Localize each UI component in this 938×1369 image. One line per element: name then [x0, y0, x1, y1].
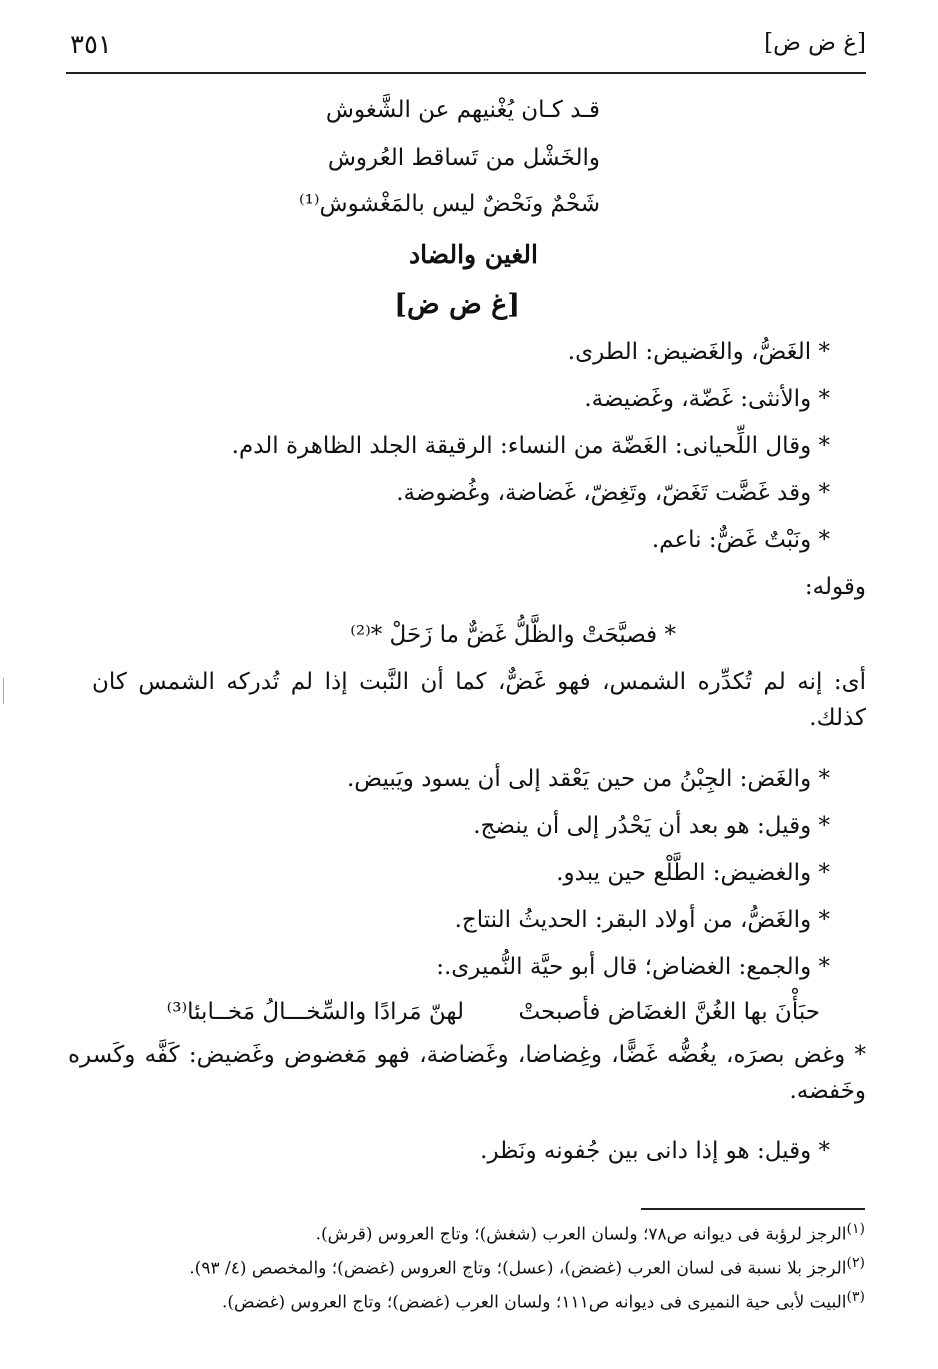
entry-paragraph: * وغض بصرَه، يغُضُّه غَضًّا، وغِضاضا، وغَضاضة، فهو مَغضوض وغَضيض: كَفَّه وكَسره وخَفضه. — [68, 1042, 866, 1104]
entry-line: * والأنثى: غَضّة، وغَضيضة. — [584, 386, 830, 412]
footnote — [222, 1286, 865, 1314]
footnote-mark: (٢) — [846, 1255, 865, 1271]
couplet-first-hemistich: حبَأْنَ بها الغُنَّ الغضَاض فأصبحتْ — [518, 999, 820, 1025]
verse-line: والخَشْل من تَساقط العُروش — [327, 145, 600, 171]
footnote-mark: (٣) — [846, 1289, 865, 1305]
entry-line: * وقال اللِّحيانى: الغَضّة من النساء: الرقيقة الجلد الظاهرة الدم. — [231, 433, 830, 459]
entry-line: وقوله: — [804, 574, 866, 600]
entry-line: * والغضيض: الطَّلْع حين يبدو. — [556, 860, 830, 886]
scan-margin-mark — [3, 678, 10, 704]
footnote-mark: (١) — [846, 1221, 865, 1237]
entry-line: * وقيل: هو إذا دانى بين جُفونه ونَظر. — [480, 1138, 830, 1164]
footnote-divider — [641, 1208, 865, 1210]
couplet-second-hemistich: لهنّ مَرادًا والسِّخـــالُ مَخــابئا⁽³⁾ — [166, 999, 464, 1025]
verse-line: قـد كـان يُغْنيهم عن الشَّغوش — [325, 97, 600, 123]
entry-line: * وقيل: هو بعد أن يَحْدُر إلى أن ينضج. — [473, 813, 830, 839]
page-header — [66, 30, 866, 74]
verse-line: شَحْمٌ ونَحْضٌ ليس بالمَغْشوش⁽¹⁾ — [299, 191, 600, 217]
footnote — [189, 1252, 865, 1280]
footnote — [316, 1218, 865, 1246]
entry-line: * والغَض: الجِبْنُ من حين يَعْقد إلى أن يسود ويَبيض. — [347, 766, 830, 792]
entry-line: * الغَضُّ، والغَضيض: الطرى. — [567, 339, 830, 365]
explanation-paragraph: أى: إنه لم تُكدِّره الشمس، فهو غَضٌّ، كما أن النَّبت إذا لم تُدركه الشمس كان كذلك. — [92, 669, 866, 731]
entry-line: * والجمع: الغضاض؛ قال أبو حيَّة النُّميرى.: — [436, 954, 830, 980]
footnote-text: البيت لأبى حية النميرى فى ديوانه ص١١١؛ ولسان العرب (غضض)؛ وتاج العروس (غضض). — [221, 1292, 847, 1313]
footnote-text: الرجز بلا نسبة فى لسان العرب (غضض)، (عسل)؛ وتاج العروس (غضض)؛ والمخصص (٤/ ٩٣). — [189, 1258, 847, 1279]
page-number: ٣٥١ — [70, 30, 112, 60]
quoted-verse: * فصبَّحَتْ والظَّلُّ غَضٌّ ما زَحَلْ *⁽²⁾ — [350, 622, 676, 648]
root-title: [غ ض ض] — [394, 289, 520, 320]
entry-line: * والغَضُّ، من أولاد البقر: الحديثُ النتاج. — [454, 907, 830, 933]
running-head: [غ ض ض] — [764, 30, 866, 56]
entry-line: * ونَبْتٌ غَضٌّ: ناعم. — [651, 527, 830, 553]
footnote-text: الرجز لرؤبة فى ديوانه ص٧٨؛ ولسان العرب (شغش)؛ وتاج العروس (قرش). — [315, 1224, 847, 1245]
section-title: الغين والضاد — [409, 240, 538, 269]
entry-line: * وقد غَضَّت تَغَضّ، وتَغِضّ، غَضاضة، وغُضوضة. — [396, 480, 830, 506]
